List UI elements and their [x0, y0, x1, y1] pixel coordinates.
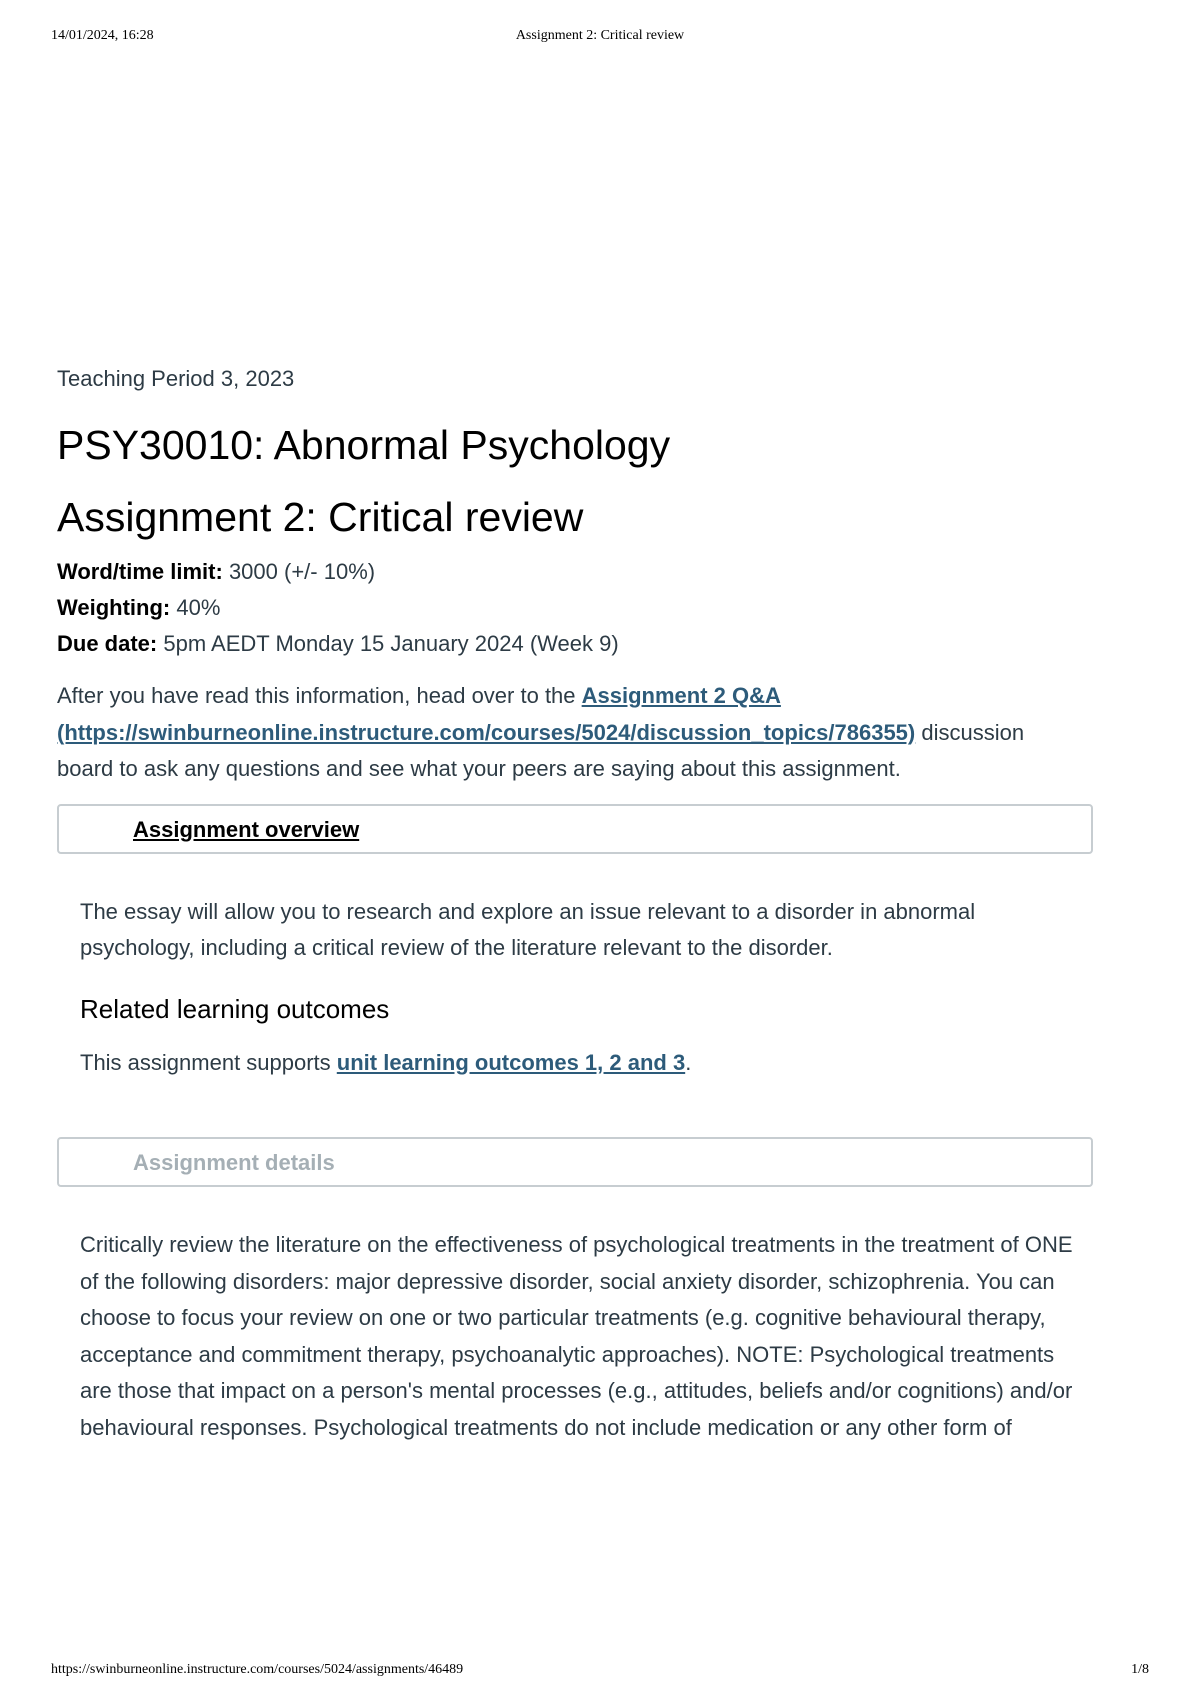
- overview-text: The essay will allow you to research and explore an issue relevant to a disorder in abnormal psychology, including a critical review of the literature relevant to the disorder.: [80, 898, 976, 960]
- assignment-details-label: Assignment details: [133, 1150, 335, 1175]
- due-date-line: [57, 626, 1097, 662]
- teaching-period: Teaching Period 3, 2023: [57, 366, 295, 391]
- due-date-label: Due date:: [57, 631, 158, 656]
- print-footer: [0, 1662, 1200, 1682]
- learning-outcomes-heading: Related learning outcomes: [80, 993, 390, 1024]
- weighting-line: [57, 590, 1097, 626]
- assignment-details-toggle[interactable]: [57, 1137, 1093, 1187]
- word-limit-label: Word/time limit:: [57, 559, 223, 584]
- learning-outcomes-link[interactable]: unit learning outcomes 1, 2 and 3: [336, 1049, 686, 1075]
- word-limit-value: 3000 (+/- 10%): [222, 559, 376, 584]
- print-header: [0, 28, 1200, 48]
- intro-text-after: discussion board to ask any questions and see what your peers are saying about this assignment.: [57, 719, 1025, 781]
- learning-outcomes-text: [80, 1045, 1080, 1082]
- assignment-overview-toggle[interactable]: [57, 804, 1093, 854]
- print-url: https://swinburneonline.instructure.com/courses/5024/assignments/46489: [51, 1662, 464, 1677]
- main-content: [57, 364, 1097, 1446]
- intro-text-before: After you have read this information, head over to the: [57, 683, 582, 708]
- assignment-overview-body: [57, 894, 1080, 1082]
- print-page-title: Assignment 2: Critical review: [515, 28, 685, 43]
- assignment-details-body: [57, 1227, 1080, 1446]
- assignment-title: Assignment 2: Critical review: [57, 494, 584, 540]
- unit-title: PSY30010: Abnormal Psychology: [57, 422, 671, 468]
- intro-paragraph: [57, 678, 1067, 788]
- word-limit-line: [57, 554, 1097, 590]
- qa-link-url: (https://swinburneonline.instructure.com/courses/5024/discussion_topics/786355): [57, 719, 916, 745]
- outcomes-text-after: .: [685, 1049, 692, 1075]
- print-datetime: 14/01/2024, 16:28: [51, 28, 154, 43]
- weighting-value: 40%: [170, 595, 221, 620]
- assignment-overview-label: Assignment overview: [133, 816, 360, 842]
- page-number: 1/8: [1131, 1662, 1149, 1677]
- qa-link-label: Assignment 2 Q&A: [581, 683, 781, 708]
- weighting-label: Weighting:: [57, 595, 171, 620]
- details-text: Critically review the literature on the effectiveness of psychological treatments in the treatment of ONE of the following disorders: major depressive disorder, social anxiety disorder, schizophrenia. You can choose to focus your review on one or two particular treatments (e.g. cognitive behavioural therapy, acceptance and commitment therapy, psychoanalytic approaches). NOTE: Psychological treatments are those that impact on a person's mental processes (e.g., attitudes, beliefs and/or cognitions) and/or behavioural responses. Psychological treatments do not include medication or any other form of: [80, 1232, 1073, 1440]
- due-date-value: 5pm AEDT Monday 15 January 2024 (Week 9): [157, 631, 619, 656]
- outcomes-text-before: This assignment supports: [80, 1049, 337, 1075]
